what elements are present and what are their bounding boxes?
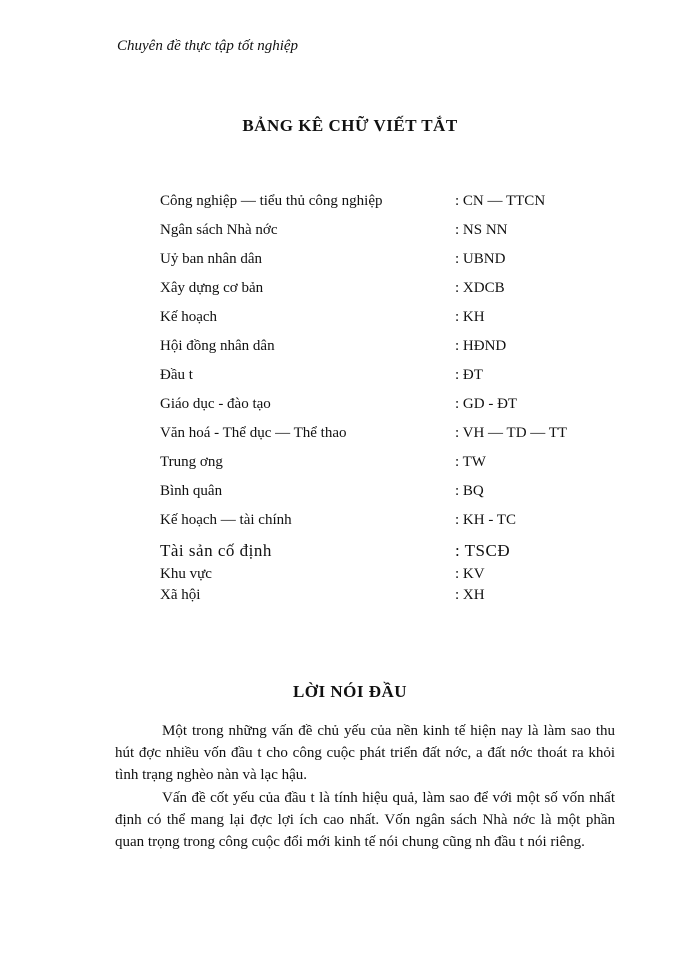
abbr-value: : GD - ĐT bbox=[455, 396, 518, 412]
abbr-term: Đầu t bbox=[160, 367, 193, 383]
abbr-row bbox=[0, 512, 700, 534]
abbr-term: Hội đồng nhân dân bbox=[160, 338, 275, 354]
abbr-term: Xã hội bbox=[160, 587, 201, 603]
abbr-value: : KH - TC bbox=[455, 512, 516, 528]
abbr-value: : TW bbox=[455, 454, 486, 470]
abbr-term: Tài sản cố định bbox=[160, 541, 272, 560]
preface-title: LỜI NÓI ĐẦU bbox=[292, 682, 408, 701]
abbr-term: Văn hoá - Thể dục — Thể thao bbox=[160, 425, 347, 441]
abbreviations-title: BẢNG KÊ CHỮ VIẾT TẮT bbox=[242, 116, 458, 135]
abbr-value: : KH bbox=[455, 309, 485, 325]
abbr-term: Giáo dục - đào tạo bbox=[160, 396, 271, 412]
abbr-row bbox=[0, 396, 700, 418]
paragraph-text: Một trong những vấn đề chủ yếu của nền kinh tế hiện nay là làm sao thu hút đợc nhiều vốn đầu t cho công cuộc phát triển đất nớc, a đất nớc thoát ra khỏi tình trạng nghèo nàn và lạc hậu. bbox=[115, 723, 615, 783]
page-header: Chuyên đề thực tập tốt nghiệp bbox=[117, 38, 299, 54]
abbr-value: : VH — TD — TT bbox=[455, 425, 568, 441]
abbr-term: Trung ơng bbox=[160, 454, 223, 470]
preface-paragraph bbox=[115, 787, 615, 853]
abbr-value: : HĐND bbox=[455, 338, 507, 354]
abbr-term: Xây dựng cơ bản bbox=[160, 280, 264, 296]
abbr-value: : KV bbox=[455, 566, 485, 582]
abbr-row bbox=[0, 483, 700, 505]
abbr-value: : TSCĐ bbox=[455, 541, 511, 560]
abbr-value: : NS NN bbox=[455, 222, 508, 238]
abbr-value: : UBND bbox=[455, 251, 506, 267]
abbr-row bbox=[0, 566, 700, 588]
abbr-row bbox=[0, 425, 700, 447]
abbr-value: : BQ bbox=[455, 483, 484, 499]
abbr-term: Công nghiệp — tiểu thủ công nghiệp bbox=[160, 193, 383, 209]
abbr-value: : CN — TTCN bbox=[455, 193, 546, 209]
abbr-value: : ĐT bbox=[455, 367, 483, 383]
abbr-row bbox=[0, 587, 700, 609]
abbr-term: Kế hoạch bbox=[160, 309, 218, 325]
abbr-row bbox=[0, 541, 700, 563]
abbr-row bbox=[0, 193, 700, 215]
abbr-row bbox=[0, 338, 700, 360]
abbr-term: Ngân sách Nhà nớc bbox=[160, 222, 278, 238]
preface-paragraph bbox=[115, 720, 615, 786]
abbr-row bbox=[0, 251, 700, 273]
paragraph-text: Vấn đề cốt yếu của đầu t là tính hiệu quả, làm sao để với một số vốn nhất định có thể mang lại đợc lợi ích cao nhất. Vốn ngân sách Nhà nớc là một phần quan trọng trong công cuộc đổi mới kinh tế nói chung cũng nh đầu t nói riêng. bbox=[115, 790, 615, 850]
abbr-term: Khu vực bbox=[160, 566, 212, 582]
abbr-row bbox=[0, 280, 700, 302]
abbr-row bbox=[0, 222, 700, 244]
abbr-row bbox=[0, 367, 700, 389]
abbr-value: : XH bbox=[455, 587, 485, 603]
abbr-value: : XDCB bbox=[455, 280, 505, 296]
abbr-row bbox=[0, 309, 700, 331]
abbr-term: Bình quân bbox=[160, 483, 223, 499]
abbr-term: Kế hoạch — tài chính bbox=[160, 512, 292, 528]
abbr-row bbox=[0, 454, 700, 476]
abbr-term: Uỷ ban nhân dân bbox=[160, 251, 263, 267]
